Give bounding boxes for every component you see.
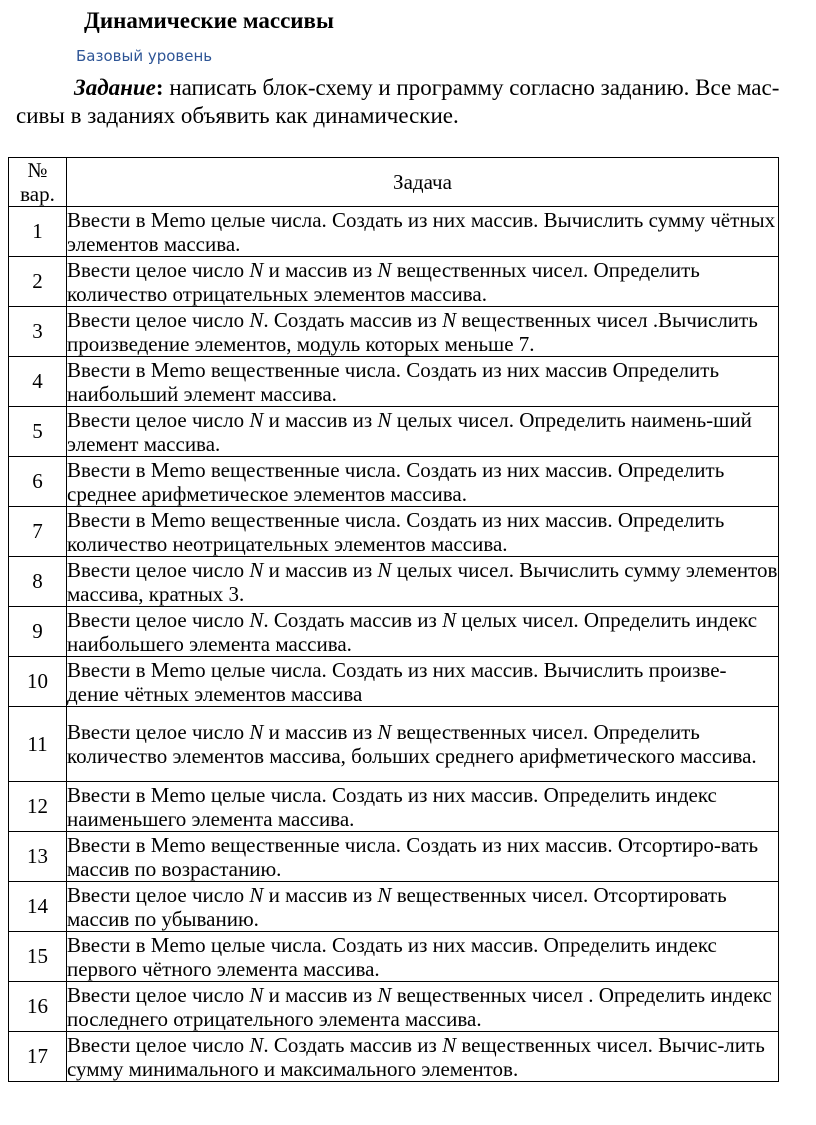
task-label: Задание — [74, 75, 156, 100]
variant-number: 2 — [9, 257, 67, 307]
variant-number: 8 — [9, 557, 67, 607]
table-row — [9, 832, 779, 882]
task-paragraph — [16, 74, 786, 130]
table-row — [9, 982, 779, 1032]
task-description: Ввести целое число N и массив из N вещественных чисел . Определить индекс последнего отрицательного элемента массива. — [67, 982, 779, 1032]
task-description: Ввести целое число N и массив из N вещественных чисел. Отсортировать массив по убыванию. — [67, 882, 779, 932]
variant-number: 9 — [9, 607, 67, 657]
table-row — [9, 257, 779, 307]
table-row — [9, 607, 779, 657]
variant-number: 3 — [9, 307, 67, 357]
table-row — [9, 1032, 779, 1082]
table-row — [9, 557, 779, 607]
variant-number: 5 — [9, 407, 67, 457]
level-subtitle: Базовый уровень — [76, 47, 213, 65]
task-description: Ввести в Memo целые числа. Создать из них массив. Вычислить сумму чётных элементов массива. — [67, 207, 779, 257]
variant-number: 15 — [9, 932, 67, 982]
task-description: Ввести целое число N и массив из N вещественных чисел. Определить количество элементов массива, больших среднего арифметического массива. — [67, 707, 779, 782]
variant-number: 16 — [9, 982, 67, 1032]
tasks-table — [8, 157, 779, 1082]
variant-number: 10 — [9, 657, 67, 707]
task-description: Ввести в Memo целые числа. Создать из них массив. Определить индекс первого чётного элемента массива. — [67, 932, 779, 982]
task-description: Ввести целое число N. Создать массив из N целых чисел. Определить индекс наибольшего элемента массива. — [67, 607, 779, 657]
page-title: Динамические массивы — [84, 8, 334, 33]
task-description: Ввести целое число N и массив из N целых чисел. Вычислить сумму элементов массива, кратных 3. — [67, 557, 778, 606]
variant-number: 12 — [9, 782, 67, 832]
task-colon: : — [155, 75, 164, 100]
variant-number: 7 — [9, 507, 67, 557]
table-row — [9, 657, 779, 707]
table-row — [9, 407, 779, 457]
variant-number: 4 — [9, 357, 67, 407]
task-description: Ввести целое число N и массив из N вещественных чисел. Определить количество отрицательных элементов массива. — [67, 257, 779, 307]
task-description: Ввести целое число N и массив из N целых чисел. Определить наимень-ший элемент массива. — [67, 407, 779, 457]
task-description: Ввести в Memo вещественные числа. Создать из них массив. Определить среднее арифметическое элементов массива. — [67, 457, 779, 507]
variant-number: 13 — [9, 832, 67, 882]
task-description: Ввести в Memo целые числа. Создать из них массив. Вычислить произве-дение чётных элементов массива — [67, 657, 779, 707]
task-text: написать блок-схему и программу согласно заданию. Все мас-сивы в заданиях объявить как динамические. — [16, 75, 780, 128]
variant-number: 1 — [9, 207, 67, 257]
variant-number: 14 — [9, 882, 67, 932]
task-description: Ввести в Memo целые числа. Создать из них массив. Определить индекс наименьшего элемента массива. — [67, 782, 779, 832]
table-row — [9, 507, 779, 557]
variant-number: 6 — [9, 457, 67, 507]
table-row — [9, 357, 779, 407]
table-row — [9, 882, 779, 932]
table-row — [9, 707, 779, 782]
task-description: Ввести целое число N. Создать массив из N вещественных чисел .Вычислить произведение элементов, модуль которых меньше 7. — [67, 307, 779, 357]
table-row — [9, 932, 779, 982]
header-variant-number: № вар. — [9, 158, 67, 207]
header-task: Задача — [67, 158, 779, 207]
task-description: Ввести в Memo вещественные числа. Создать из них массив. Определить количество неотрицательных элементов массива. — [67, 507, 779, 557]
table-row — [9, 307, 779, 357]
table-row — [9, 457, 779, 507]
variant-number: 17 — [9, 1032, 67, 1082]
table-row — [9, 782, 779, 832]
task-description: Ввести в Memo вещественные числа. Создать из них массив. Отсортиро-вать массив по возрастанию. — [67, 832, 779, 882]
variant-number: 11 — [9, 707, 67, 782]
task-description: Ввести в Memo вещественные числа. Создать из них массив Определить наибольший элемент массива. — [67, 357, 779, 407]
table-row — [9, 207, 779, 257]
table-header-row — [9, 158, 779, 207]
task-description: Ввести целое число N. Создать массив из N вещественных чисел. Вычис-лить сумму минимального и максимального элементов. — [67, 1032, 779, 1082]
